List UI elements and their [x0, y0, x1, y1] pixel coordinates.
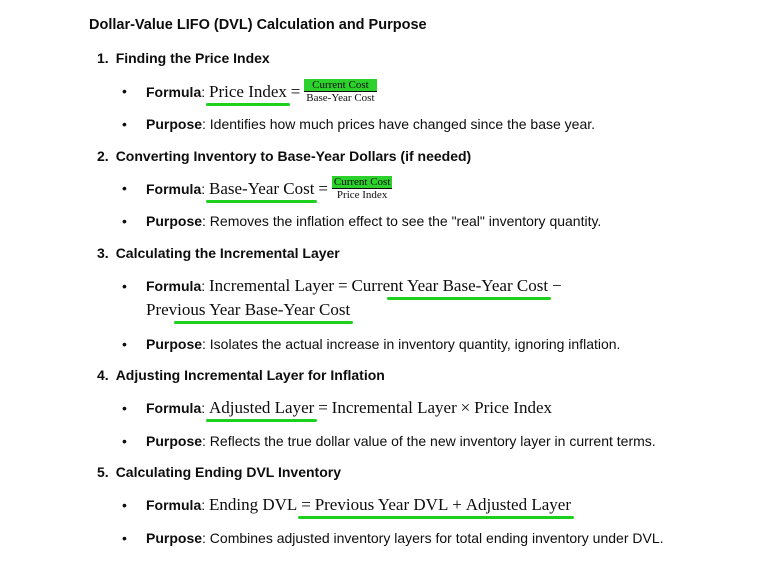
formula-lhs: Base-Year Cost [209, 179, 315, 199]
purpose-label: Purpose [146, 116, 203, 132]
formula-line [146, 178, 392, 203]
term-a: Incremental Layer [331, 398, 457, 417]
section-1-heading [97, 50, 270, 66]
bullet-dot: • [122, 83, 127, 99]
fraction-numerator: Current Cost [304, 79, 376, 91]
colon: : [201, 497, 206, 513]
term-highlight: nt Year Base-Year Cost [390, 276, 549, 295]
colon: : [201, 181, 206, 198]
bullet-dot: • [122, 116, 127, 132]
purpose-text: Combines adjusted inventory layers for total ending inventory under DVL. [209, 530, 664, 546]
equals-sign: = [301, 495, 311, 514]
page-title: Dollar-Value LIFO (DVL) Calculation and Purpose [89, 17, 427, 33]
purpose-text: Removes the inflation effect to see the "real" inventory quantity. [209, 213, 602, 229]
formula-lhs: Ending DVL [209, 495, 298, 514]
colon: : [201, 84, 206, 101]
formula-line [146, 495, 571, 515]
fraction-numerator: Current Cost [333, 176, 391, 188]
formula-line [146, 398, 552, 418]
term-a: Previous Year DVL [314, 495, 449, 514]
purpose-label: Purpose [146, 530, 203, 546]
minus-sign: − [551, 276, 562, 295]
purpose-label: Purpose [146, 213, 203, 229]
section-number: 1. [97, 50, 109, 66]
section-3-heading [97, 245, 340, 261]
equals-sign: = [290, 82, 301, 102]
purpose-label: Purpose [146, 433, 203, 449]
section-2-heading [97, 148, 471, 164]
formula-line [146, 276, 562, 296]
section-5-heading [97, 464, 341, 480]
section-number: 3. [97, 245, 109, 261]
bullet-dot: • [122, 213, 127, 229]
purpose-text: Reflects the true dollar value of the new inventory layer in current terms. [209, 433, 656, 449]
formula-label: Formula [146, 278, 202, 294]
colon: : [202, 213, 206, 229]
bullet-dot: • [122, 400, 127, 416]
term-b: Price Index [474, 398, 552, 417]
section-number: 2. [97, 148, 109, 164]
section-heading-text: Converting Inventory to Base-Year Dollars (if needed) [115, 148, 472, 164]
formula-label: Formula [146, 181, 202, 198]
colon: : [202, 433, 206, 449]
bullet-dot: • [122, 530, 127, 546]
purpose-label: Purpose [146, 336, 203, 352]
plus-sign: + [452, 495, 462, 514]
formula-line-continued [146, 300, 350, 320]
colon: : [202, 336, 206, 352]
bullet-dot: • [122, 278, 127, 294]
section-4-heading [97, 367, 385, 383]
section-number: 5. [97, 464, 109, 480]
formula-lhs: Price Index [209, 82, 287, 102]
formula-label: Formula [146, 497, 202, 513]
colon: : [201, 278, 206, 294]
purpose-text: Identifies how much prices have changed since the base year. [209, 116, 596, 132]
colon: : [202, 530, 206, 546]
equals-sign: = [318, 179, 328, 199]
times-sign: × [460, 398, 471, 417]
term-prefix: Curre [351, 276, 391, 295]
term-prefix: Prev [146, 300, 178, 319]
bullet-dot: • [122, 433, 127, 449]
formula-label: Formula [146, 400, 202, 416]
fraction-denominator: Price Index [332, 188, 393, 201]
section-heading-text: Calculating Ending DVL Inventory [115, 464, 342, 480]
formula-line [146, 81, 377, 106]
bullet-dot: • [122, 497, 127, 513]
formula-lhs: Incremental Layer [209, 276, 335, 295]
term-b: Adjusted Layer [465, 495, 571, 514]
equals-sign: = [337, 276, 348, 295]
colon: : [201, 400, 206, 416]
purpose-text: Isolates the actual increase in inventory quantity, ignoring inflation. [209, 336, 621, 352]
fraction-denominator: Base-Year Cost [306, 92, 375, 104]
colon: : [202, 116, 206, 132]
formula-rhs-highlight [301, 495, 571, 515]
fraction [304, 79, 376, 104]
term-highlight: ious Year Base-Year Cost [177, 300, 351, 319]
section-heading-text: Finding the Price Index [115, 50, 270, 66]
formula-label: Formula [146, 84, 202, 101]
fraction [332, 176, 393, 201]
bullet-dot: • [122, 180, 127, 196]
equals-sign: = [318, 398, 328, 417]
section-heading-text: Calculating the Incremental Layer [115, 245, 340, 261]
bullet-dot: • [122, 336, 127, 352]
section-number: 4. [97, 367, 109, 383]
formula-lhs: Adjusted Layer [209, 398, 315, 417]
section-heading-text: Adjusting Incremental Layer for Inflation [115, 367, 385, 383]
